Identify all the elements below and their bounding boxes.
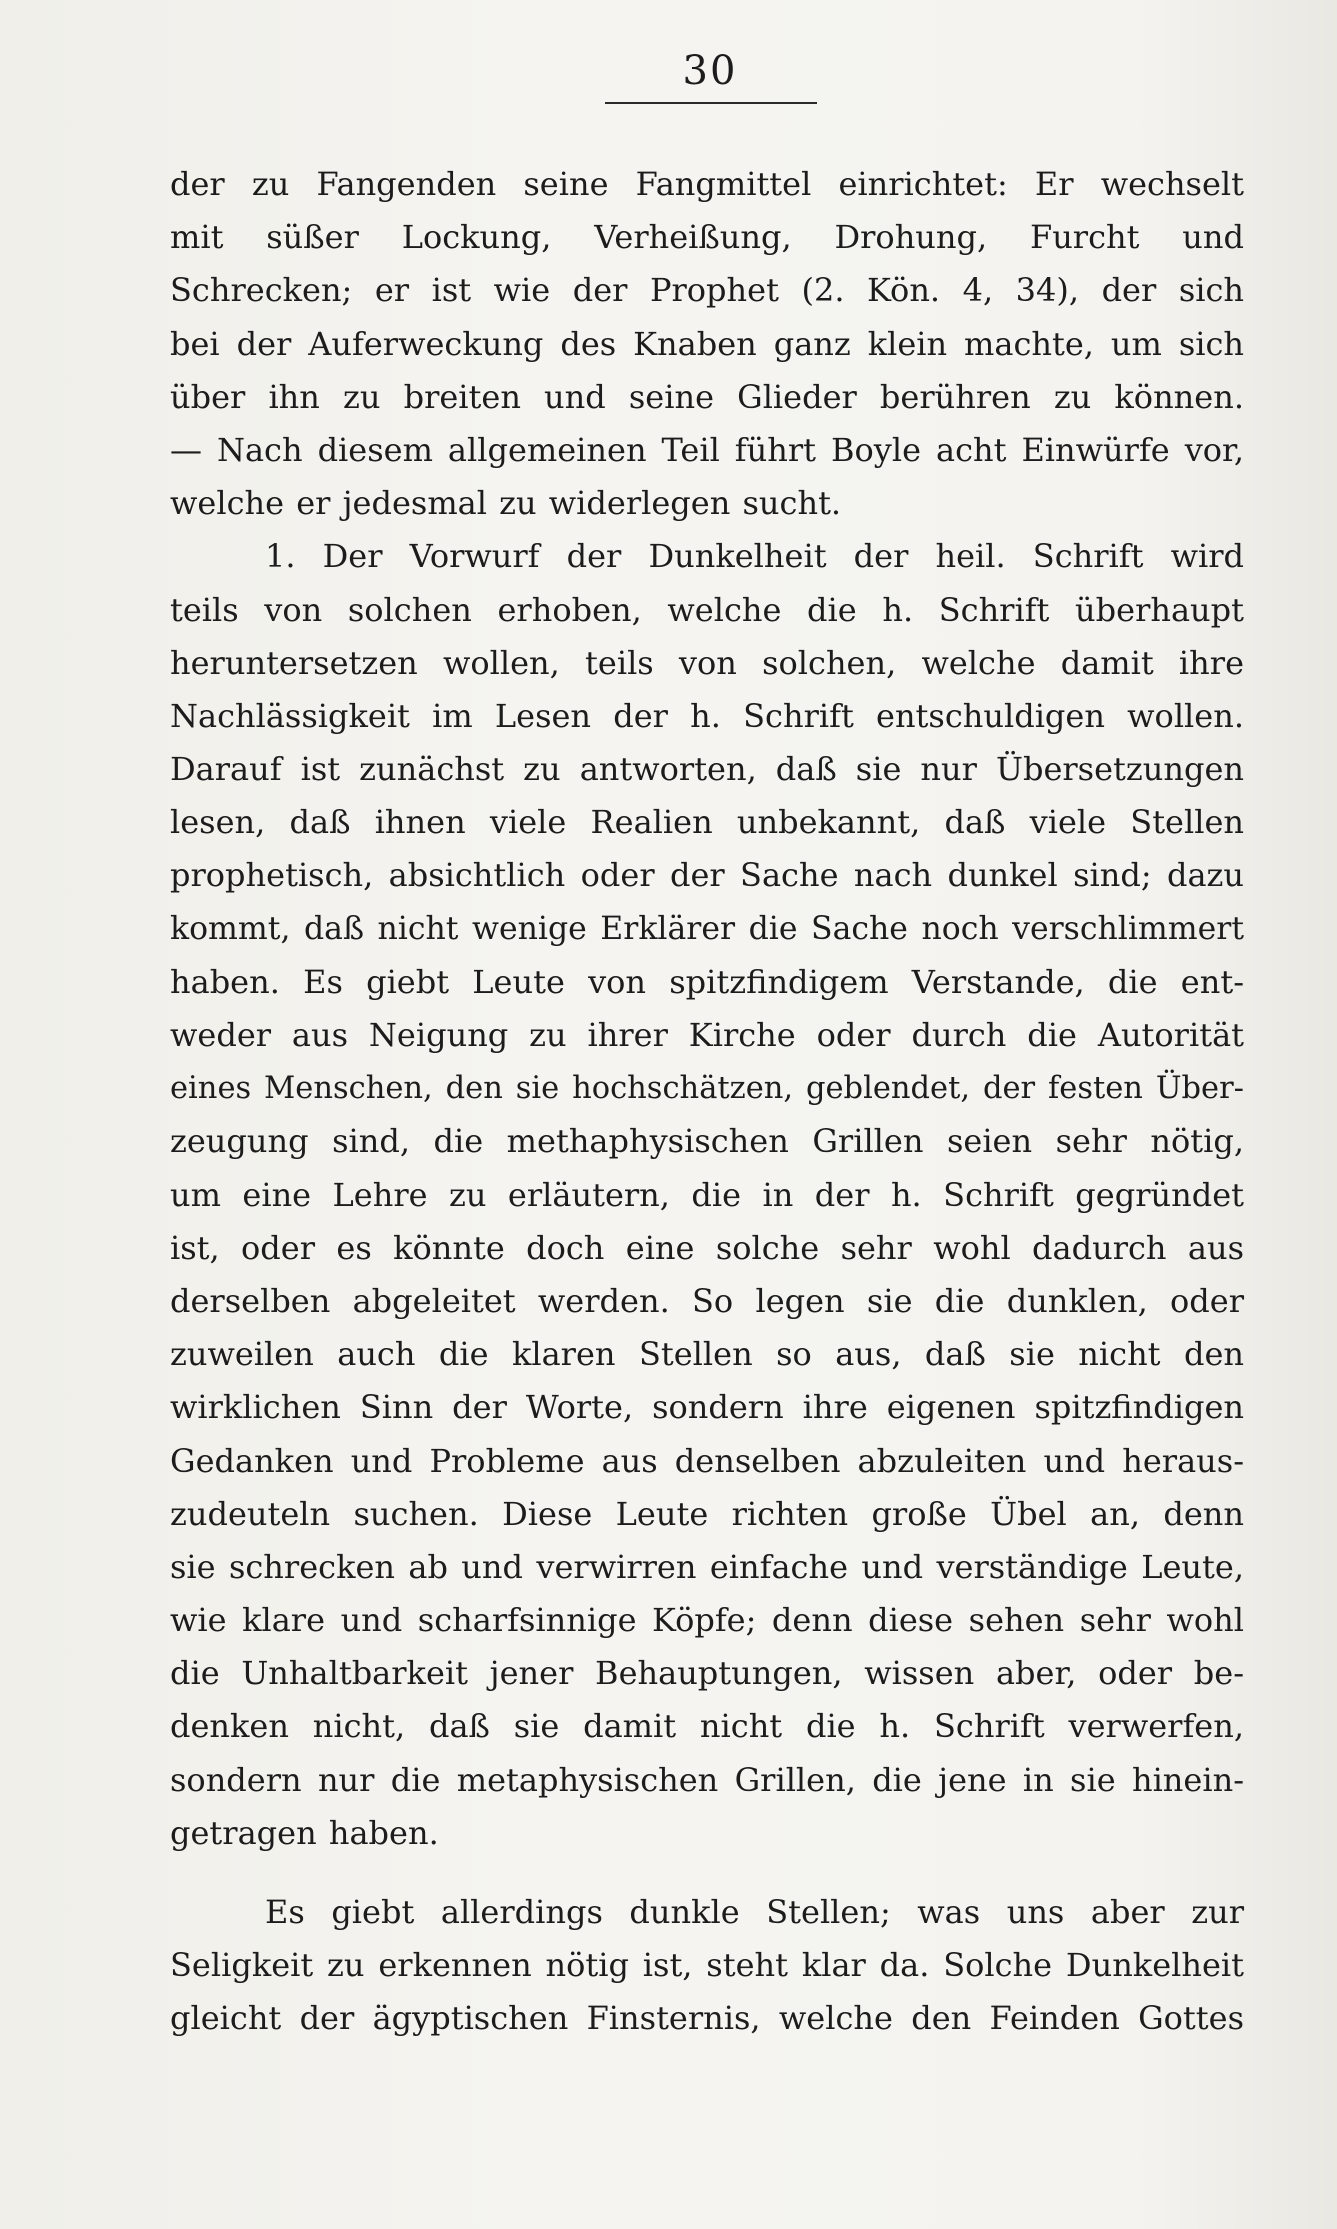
paragraph (170, 1886, 1244, 2046)
text-line: Nachlässigkeit im Lesen der h. Schrift entschuldigen wollen. (170, 696, 1244, 735)
text-line: 1. Der Vorwurf der Dunkelheit der heil. Schrift wird (265, 537, 1244, 576)
page-number: 30 (682, 48, 738, 94)
paragraph (170, 530, 1244, 1860)
header-rule (605, 102, 817, 104)
text-line: derselben abgeleitet werden. So legen sie die dunklen, oder (170, 1281, 1244, 1320)
text-line: zudeuteln suchen. Diese Leute richten große Übel an, denn (170, 1494, 1244, 1533)
text-line: Seligkeit zu erkennen nötig ist, steht klar da. Solche Dunkelheit (170, 1946, 1244, 1985)
paragraph-gap (170, 1860, 1244, 1886)
text-line: der zu Fangenden seine Fangmittel einrichtet: Er wechselt (170, 165, 1244, 203)
paragraph (170, 158, 1244, 530)
text-line: zeugung sind, die methaphysischen Grillen seien sehr nötig, (170, 1122, 1244, 1161)
text-line: über ihn zu breiten und seine Glieder berühren zu können. (170, 377, 1244, 416)
text-line: Es giebt allerdings dunkle Stellen; was uns aber zur (265, 1893, 1244, 1931)
text-line: Darauf ist zunächst zu antworten, daß sie nur Übersetzungen (170, 750, 1244, 789)
text-line: — Nach diesem allgemeinen Teil führt Boyle acht Einwürfe vor, (170, 430, 1244, 469)
text-line: Gedanken und Probleme aus denselben abzuleiten und heraus- (170, 1441, 1244, 1480)
text-line: lesen, daß ihnen viele Realien unbekannt, daß viele Stellen (170, 803, 1244, 842)
text-line: Schrecken; er ist wie der Prophet (2. Kön. 4, 34), der sich (170, 271, 1244, 310)
text-line: um eine Lehre zu erläutern, die in der h. Schrift gegründet (170, 1175, 1244, 1214)
text-line: wie klare und scharfsinnige Köpfe; denn diese sehen sehr wohl (170, 1601, 1244, 1640)
text-line: wirklichen Sinn der Worte, sondern ihre eigenen spitzfindigen (170, 1388, 1244, 1427)
body-text (170, 158, 1244, 2046)
text-line: haben. Es giebt Leute von spitzfindigem Verstande, die ent- (170, 962, 1244, 1001)
text-line: zuweilen auch die klaren Stellen so aus, daß sie nicht den (170, 1335, 1244, 1374)
text-line: prophetisch, absichtlich oder der Sache nach dunkel sind; dazu (170, 856, 1244, 895)
text-line: eines Menschen, den sie hochschätzen, geblendet, der festen Über- (170, 1071, 1244, 1107)
text-line: mit süßer Lockung, Verheißung, Drohung, Furcht und (170, 218, 1244, 257)
text-line: kommt, daß nicht wenige Erklärer die Sache noch verschlimmert (170, 910, 1244, 947)
text-line: sie schrecken ab und verwirren einfache und verständige Leute, (170, 1547, 1244, 1586)
text-line: ist, oder es könnte doch eine solche sehr wohl dadurch aus (170, 1228, 1244, 1267)
text-line: die Unhaltbarkeit jener Behauptungen, wissen aber, oder be- (170, 1654, 1244, 1693)
text-line: welche er jedesmal zu widerlegen sucht. (170, 484, 842, 523)
text-line: denken nicht, daß sie damit nicht die h. Schrift verwerfen, (170, 1707, 1244, 1746)
text-line: heruntersetzen wollen, teils von solchen, welche damit ihre (170, 643, 1244, 682)
text-line: getragen haben. (170, 1813, 439, 1852)
text-line: sondern nur die metaphysischen Grillen, die jene in sie hinein- (170, 1760, 1244, 1799)
text-line: gleicht der ägyptischen Finsternis, welche den Feinden Gottes (170, 1999, 1244, 2038)
text-line: teils von solchen erhoben, welche die h. Schrift überhaupt (170, 590, 1244, 629)
text-line: bei der Auferweckung des Knaben ganz klein machte, um sich (170, 324, 1244, 363)
text-line: weder aus Neigung zu ihrer Kirche oder durch die Autorität (170, 1016, 1244, 1054)
